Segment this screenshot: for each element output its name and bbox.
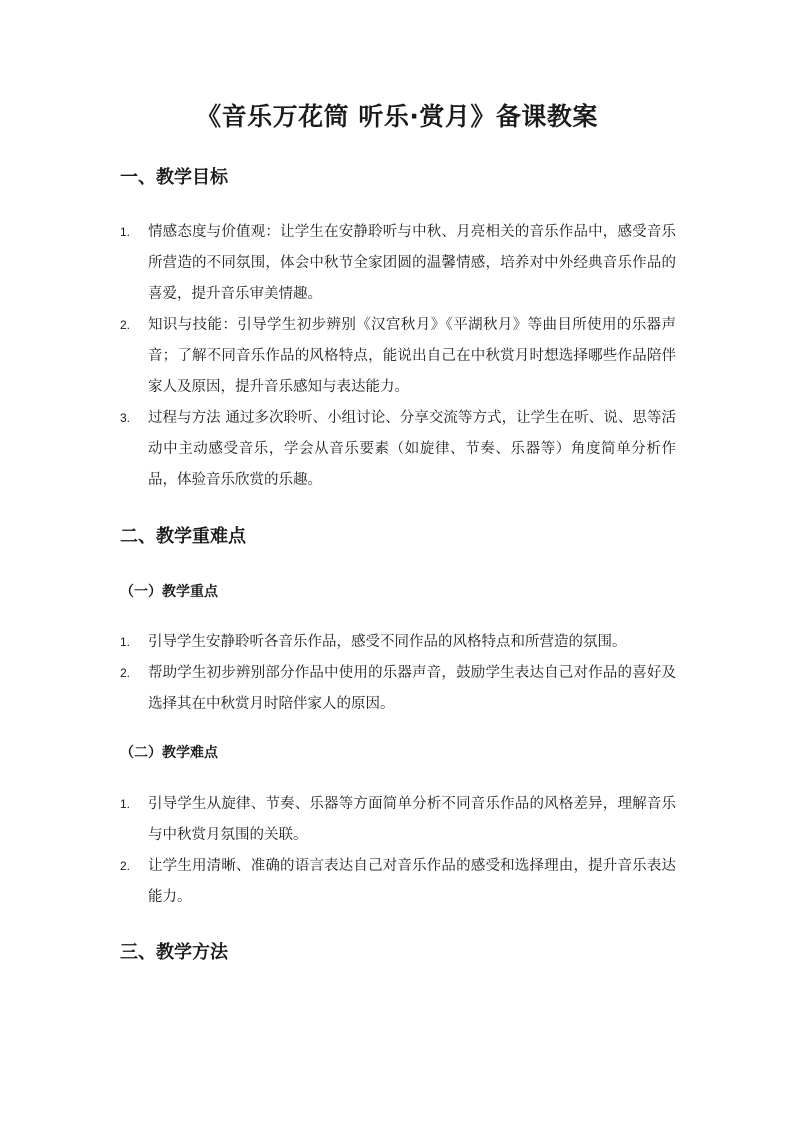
list-number: 1.	[120, 225, 131, 239]
list-number: 2.	[120, 318, 131, 332]
section-heading-objectives: 一、教学目标	[120, 167, 228, 188]
list-text: 情感态度与价值观：让学生在安静聆听与中秋、月亮相关的音乐作品中，感受音乐所营造的不同氛围，体会中秋节全家团圆的温馨情感，培养对中外经典音乐作品的喜爱，提升音乐审美情趣。	[148, 224, 676, 302]
list-number: 3.	[120, 411, 131, 425]
subsection-heading-difficulty: （二）教学难点	[120, 745, 218, 761]
list-text: 引导学生安静聆听各音乐作品，感受不同作品的风格特点和所营造的氛围。	[148, 634, 627, 650]
focus-list	[120, 627, 676, 720]
list-item	[120, 217, 676, 310]
difficulty-list	[120, 789, 676, 913]
list-item	[120, 627, 676, 658]
section-heading-key-points: 二、教学重难点	[120, 526, 246, 547]
list-item	[120, 310, 676, 403]
objectives-list	[120, 217, 676, 496]
list-text: 让学生用清晰、准确的语言表达自己对音乐作品的感受和选择理由，提升音乐表达能力。	[148, 858, 676, 905]
list-number: 1.	[120, 797, 131, 811]
list-number: 1.	[120, 635, 131, 649]
list-item	[120, 658, 676, 720]
list-item	[120, 851, 676, 913]
list-text: 知识与技能：引导学生初步辨别《汉宫秋月》《平湖秋月》等曲目所使用的乐器声音；了解不同音乐作品的风格特点，能说出自己在中秋赏月时想选择哪些作品陪伴家人及原因，提升音乐感知与表达能力。	[148, 317, 676, 395]
list-item	[120, 789, 676, 851]
subsection-heading-focus: （一）教学重点	[120, 584, 218, 600]
list-text: 引导学生从旋律、节奏、乐器等方面简单分析不同音乐作品的风格差异，理解音乐与中秋赏月氛围的关联。	[148, 796, 676, 843]
document-title: 《音乐万花筒 听乐·赏月》备课教案	[196, 102, 598, 131]
list-item	[120, 403, 676, 496]
list-number: 2.	[120, 859, 131, 873]
list-text: 帮助学生初步辨别部分作品中使用的乐器声音，鼓励学生表达自己对作品的喜好及选择其在中秋赏月时陪伴家人的原因。	[148, 665, 676, 712]
list-text: 过程与方法 通过多次聆听、小组讨论、分享交流等方式，让学生在听、说、思等活动中主动感受音乐，学会从音乐要素（如旋律、节奏、乐器等）角度简单分析作品，体验音乐欣赏的乐趣。	[148, 410, 676, 488]
list-number: 2.	[120, 666, 131, 680]
section-heading-methods: 三、教学方法	[120, 942, 228, 963]
